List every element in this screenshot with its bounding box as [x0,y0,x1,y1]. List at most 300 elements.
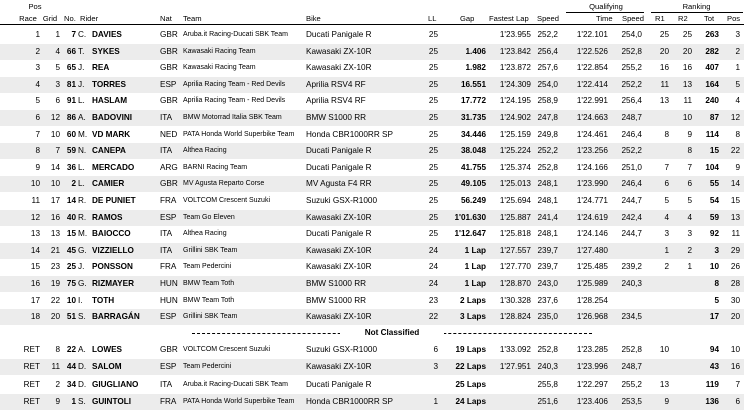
fastest-lap-header: Fastest Lap [489,14,529,23]
cell-spd: 254,0 [537,79,558,89]
cell-no: 60 [66,129,76,139]
cell-team: BARNI Racing Team [183,163,248,171]
cell-tot: 54 [709,196,719,205]
cell-ll: 25 [428,196,438,205]
cell-init: J. [78,63,85,73]
cell-team: BMW Team Toth [183,280,235,287]
r2-header: R2 [678,14,688,23]
cell-grid: 20 [50,312,60,322]
cell-grid: 16 [50,212,60,222]
cell-r2: 3 [687,229,692,239]
cell-init: G. [78,245,87,255]
nat-header: Nat [160,14,172,23]
cell-qt: 1'24.663 [576,113,608,122]
cell-ll: 25 [428,179,438,189]
cell-spd: 252,8 [537,345,558,354]
cell-fl: 1'25.013 [499,179,531,189]
cell-grid: 17 [50,196,60,205]
cell-pos: 14 [730,179,740,189]
cell-ll: 25 [428,146,438,156]
cell-tot: 59 [709,212,719,222]
cell-fl: 1'28.824 [499,312,531,322]
cell-ll: 24 [428,279,438,288]
cell-gap: 34.446 [460,129,486,139]
cell-gap: 1'12.647 [454,229,486,239]
cell-fl: 1'25.374 [499,162,531,172]
cell-spd: 243,0 [537,279,558,288]
cell-race: RET [23,379,40,389]
cell-qt: 1'23.285 [576,345,608,354]
cell-tot: 240 [705,96,719,106]
cell-qs: 255,2 [621,379,642,389]
cell-r2: 7 [687,162,692,172]
cell-init: L. [78,162,85,172]
cell-spd: 239,7 [537,245,558,255]
cell-no: 75 [66,279,76,288]
cell-nat: HUN [160,295,178,305]
cell-qt: 1'22.101 [576,30,608,39]
cell-gap: 22 Laps [455,362,486,372]
cell-team: Aprilia Racing Team - Red Devils [183,80,286,88]
cell-no: 91 [66,96,76,106]
cell-tot: 104 [705,162,719,172]
not-classified-label: Not Classified [340,326,444,340]
cell-race: 15 [30,262,40,272]
cell-grid: 8 [55,345,60,354]
cell-pos: 6 [735,396,740,406]
cell-race: 9 [35,162,40,172]
cell-r1: 1 [664,245,669,255]
cell-grid: 23 [50,262,60,272]
cell-qs: 254,0 [621,30,642,39]
cell-spd: 235,0 [537,312,558,322]
cell-no: 14 [66,196,76,205]
cell-ll: 25 [428,113,438,122]
cell-tot: 17 [709,312,719,322]
cell-fl: 1'24.902 [499,113,531,122]
cell-name: DAVIES [92,30,122,39]
cell-fl: 1'25.159 [499,129,531,139]
cell-spd: 252,8 [537,162,558,172]
cell-name: SALOM [92,362,122,372]
cell-bike: Ducati Panigale R [306,229,372,239]
cell-r1: 20 [659,46,669,56]
cell-nat: ESP [160,79,177,89]
cell-nat: ITA [160,146,173,156]
cell-ll: 1 [433,396,438,406]
table-row [0,359,744,375]
cell-bike: Kawasaki ZX-10R [306,262,372,272]
cell-gap: 1 Lap [464,245,486,255]
cell-race: 17 [30,295,40,305]
cell-race: 12 [30,212,40,222]
cell-team: PATA Honda World Superbike Team [183,397,295,405]
cell-pos: 30 [730,295,740,305]
cell-qs: 253,5 [621,396,642,406]
cell-r1: 11 [660,79,669,89]
cell-team: Althea Racing [183,147,227,155]
cell-gap: 16.551 [460,79,486,89]
cell-nat: FRA [160,396,177,406]
cell-race: 14 [30,245,40,255]
cell-r2: 10 [682,113,692,122]
table-row [0,127,744,143]
gap-header: Gap [460,14,475,23]
cell-name: BAIOCCO [92,229,131,239]
cell-no: 2 [71,179,76,189]
cell-name: DE PUNIET [92,196,136,205]
cell-ll: 25 [428,96,438,106]
cell-spd: 255,8 [537,379,558,389]
cell-qs: 240,3 [621,279,642,288]
table-row [0,377,744,393]
cell-grid: 13 [50,229,60,239]
cell-grid: 9 [55,396,60,406]
cell-pos: 16 [730,362,740,372]
cell-spd: 256,4 [537,46,558,56]
cell-race: 1 [35,30,40,39]
cell-ll: 3 [433,362,438,372]
cell-spd: 248,1 [537,196,558,205]
cell-bike: Kawasaki ZX-10R [306,312,372,322]
cell-tot: 407 [705,63,719,73]
cell-init: G. [78,279,87,288]
cell-init: J. [78,262,85,272]
cell-r2: 16 [682,63,692,73]
cell-grid: 5 [55,63,60,73]
cell-qt: 1'24.771 [576,196,608,205]
cell-init: M. [78,229,88,239]
cell-name: MERCADO [92,162,135,172]
cell-nat: ITA [160,379,173,389]
cell-pos: 3 [735,30,740,39]
cell-pos: 12 [730,113,740,122]
qualifying-group-header: Qualifying [589,2,623,11]
table-row [0,210,744,226]
cell-name: VIZZIELLO [92,245,134,255]
table-row [0,193,744,209]
cell-race: RET [23,362,40,372]
cell-race: RET [23,396,40,406]
cell-bike: Honda CBR1000RR SP [306,396,393,406]
cell-pos: 4 [735,96,740,106]
cell-pos: 13 [730,212,740,222]
cell-name: LOWES [92,345,123,354]
cell-ll: 25 [428,46,438,56]
cell-name: RIZMAYER [92,279,135,288]
cell-qt: 1'26.968 [576,312,608,322]
cell-qt: 1'22.991 [576,96,608,106]
cell-gap: 1.982 [465,63,486,73]
cell-qt: 1'28.254 [576,295,608,305]
cell-spd: 239,7 [537,262,558,272]
cell-qt: 1'23.256 [576,146,608,156]
cell-spd: 252,2 [537,146,558,156]
not-classified-separator [192,326,592,340]
cell-qs: 244,7 [621,229,642,239]
table-row [0,394,744,410]
cell-team: Althea Racing [183,230,227,238]
race-header: Race [19,14,37,23]
cell-init: R. [78,212,87,222]
cell-init: M. [78,129,88,139]
cell-name: GUINTOLI [92,396,131,406]
table-row [0,60,744,76]
cell-fl: 1'25.224 [499,146,531,156]
grid-header: Grid [42,14,58,23]
cell-qs: 244,7 [621,196,642,205]
cell-team: Aprilia Racing Team - Red Devils [183,97,286,105]
table-row [0,243,744,259]
cell-no: 81 [66,79,76,89]
cell-init: S. [78,312,86,322]
cell-name: RAMOS [92,212,123,222]
cell-gap: 1'01.630 [454,212,486,222]
cell-bike: Aprilia RSV4 RF [306,79,366,89]
cell-no: 22 [66,345,76,354]
cell-name: GIUGLIANO [92,379,139,389]
cell-ll: 24 [428,262,438,272]
qualifying-time-header: Time [596,14,613,23]
cell-grid: 3 [55,79,60,89]
cell-init: A. [78,113,86,122]
rider-header: Rider [80,14,99,23]
cell-nat: ITA [160,229,173,239]
cell-team: VOLTCOM Crescent Suzuki [183,346,271,353]
qualifying-speed-header: Speed [622,14,644,23]
cell-grid: 19 [50,279,60,288]
cell-fl: 1'24.195 [499,96,531,106]
cell-team: Kawasaki Racing Team [183,47,256,55]
cell-r1: 3 [664,229,669,239]
cell-race: 13 [30,229,40,239]
table-row [0,309,744,325]
cell-grid: 1 [55,30,60,39]
cell-tot: 119 [705,379,719,389]
cell-team: PATA Honda World Superbike Team [183,130,295,138]
cell-team: Aruba.it Racing-Ducati SBK Team [183,380,288,388]
cell-no: 10 [66,295,76,305]
cell-race: RET [23,345,40,354]
cell-init: D. [78,362,87,372]
cell-bike: Kawasaki ZX-10R [306,245,372,255]
cell-team: BMW Motorrad Italia SBK Team [183,114,282,121]
cell-name: TOTH [92,295,115,305]
cell-race: 6 [35,113,40,122]
cell-gap: 31.735 [460,113,486,122]
cell-qt: 1'22.854 [576,63,608,73]
cell-r1: 7 [664,162,669,172]
cell-tot: 263 [705,30,719,39]
cell-fl: 1'27.951 [499,362,531,372]
cell-nat: GBR [160,46,178,56]
cell-ll: 25 [428,63,438,73]
cell-name: VD MARK [92,129,131,139]
cell-gap: 1.406 [465,46,486,56]
cell-pos: 29 [730,245,740,255]
cell-bike: Kawasaki ZX-10R [306,362,372,372]
cell-team: Kawasaki Racing Team [183,64,256,72]
cell-race: 7 [35,129,40,139]
cell-grid: 4 [55,46,60,56]
cell-r1: 25 [659,30,669,39]
cell-init: I. [78,295,83,305]
cell-r2: 25 [682,30,692,39]
cell-gap: 38.048 [460,146,486,156]
cell-grid: 12 [50,113,60,122]
cell-no: 59 [66,146,76,156]
cell-qs: 234,5 [621,312,642,322]
cell-team: VOLTCOM Crescent Suzuki [183,197,271,204]
cell-qs: 248,7 [621,362,642,372]
cell-qs: 246,4 [621,129,642,139]
cell-tot: 282 [705,46,719,56]
cell-pos: 5 [735,79,740,89]
cell-no: 36 [66,162,76,172]
cell-qt: 1'24.146 [576,229,608,239]
cell-tot: 15 [709,146,719,156]
speed-header: Speed [537,14,559,23]
cell-no: 45 [66,245,76,255]
cell-tot: 136 [705,396,719,406]
cell-r2: 9 [687,129,692,139]
cell-gap: 49.105 [460,179,486,189]
cell-tot: 43 [709,362,719,372]
cell-init: R. [78,196,87,205]
cell-pos: 22 [730,146,740,156]
header-divider [0,24,744,25]
cell-r2: 8 [687,146,692,156]
cell-bike: Kawasaki ZX-10R [306,63,372,73]
cell-pos: 10 [730,345,740,354]
cell-fl: 1'24.309 [499,79,531,89]
cell-team: Aruba.it Racing-Ducati SBK Team [183,31,288,38]
cell-bike: Ducati Panigale R [306,30,372,39]
cell-qt: 1'23.990 [576,179,608,189]
cell-init: T. [78,46,85,56]
cell-bike: Kawasaki ZX-10R [306,212,372,222]
cell-bike: BMW S1000 RR [306,279,367,288]
cell-fl: 1'27.557 [499,245,531,255]
cell-r1: 5 [664,196,669,205]
cell-bike: Aprilia RSV4 RF [306,96,366,106]
cell-spd: 237,6 [537,295,558,305]
cell-no: 25 [66,262,76,272]
table-row [0,293,744,309]
cell-gap: 1 Lap [464,279,486,288]
cell-qs: 239,2 [621,262,642,272]
cell-fl: 1'33.092 [499,345,531,354]
table-row [0,77,744,93]
cell-race: 10 [30,179,40,189]
cell-pos: 9 [735,162,740,172]
cell-bike: Honda CBR1000RR SP [306,129,393,139]
cell-nat: ITA [160,245,173,255]
cell-no: 40 [66,212,76,222]
cell-qs: 252,2 [621,146,642,156]
cell-fl: 1'25.887 [499,212,531,222]
cell-r2: 11 [683,96,692,106]
cell-gap: 19 Laps [455,345,486,354]
cell-r1: 10 [659,345,669,354]
cell-tot: 5 [714,295,719,305]
cell-name: TORRES [92,79,126,89]
cell-fl: 1'28.870 [499,279,531,288]
cell-fl: 1'23.955 [499,30,531,39]
cell-ll: 6 [433,345,438,354]
cell-race: 8 [35,146,40,156]
cell-nat: FRA [160,262,177,272]
cell-qt: 1'24.619 [576,212,608,222]
cell-spd: 249,8 [537,129,558,139]
cell-bike: Suzuki GSX-R1000 [306,196,377,205]
cell-qs: 248,7 [621,113,642,122]
cell-nat: GBR [160,345,178,354]
table-row [0,276,744,292]
cell-qs: 252,8 [621,345,642,354]
cell-pos: 20 [730,312,740,322]
cell-no: 66 [66,46,76,56]
team-header: Team [183,14,202,23]
cell-gap: 2 Laps [460,295,486,305]
cell-bike: Ducati Panigale R [306,162,372,172]
qualifying-divider [566,12,644,13]
cell-init: A. [78,345,86,354]
cell-grid: 14 [50,162,60,172]
cell-no: 86 [66,113,76,122]
cell-name: REA [92,63,110,73]
cell-grid: 11 [51,362,60,372]
cell-race: 11 [31,196,40,205]
cell-pos: 11 [731,229,740,239]
cell-spd: 258,9 [537,96,558,106]
cell-no: 51 [66,312,76,322]
table-row [0,110,744,126]
cell-spd: 247,8 [537,113,558,122]
cell-nat: GBR [160,96,178,106]
table-row [0,342,744,358]
cell-no: 15 [66,229,76,239]
cell-spd: 252,2 [537,30,558,39]
r1-header: R1 [655,14,665,23]
cell-qt: 1'23.996 [576,362,608,372]
cell-nat: ITA [160,113,173,122]
cell-bike: BMW S1000 RR [306,113,367,122]
table-row [0,176,744,192]
cell-qt: 1'22.526 [576,46,608,56]
cell-tot: 92 [709,229,719,239]
cell-spd: 241,4 [537,212,558,222]
cell-team: BMW Team Toth [183,296,235,304]
cell-name: HASLAM [92,96,128,106]
cell-nat: NED [160,129,178,139]
cell-qt: 1'23.406 [576,396,608,406]
pos-header: Pos [727,14,741,23]
cell-spd: 248,1 [537,229,558,239]
cell-name: CANEPA [92,146,126,156]
cell-no: 1 [71,396,76,406]
cell-name: CAMIER [92,179,125,189]
cell-qt: 1'24.166 [576,162,608,172]
cell-tot: 114 [705,129,719,139]
cell-r1: 13 [659,379,669,389]
table-row [0,44,744,60]
cell-gap: 56.249 [460,196,486,205]
cell-ll: 24 [428,245,438,255]
cell-tot: 10 [709,262,719,272]
cell-r1: 8 [664,129,669,139]
cell-fl: 1'30.328 [499,295,531,305]
